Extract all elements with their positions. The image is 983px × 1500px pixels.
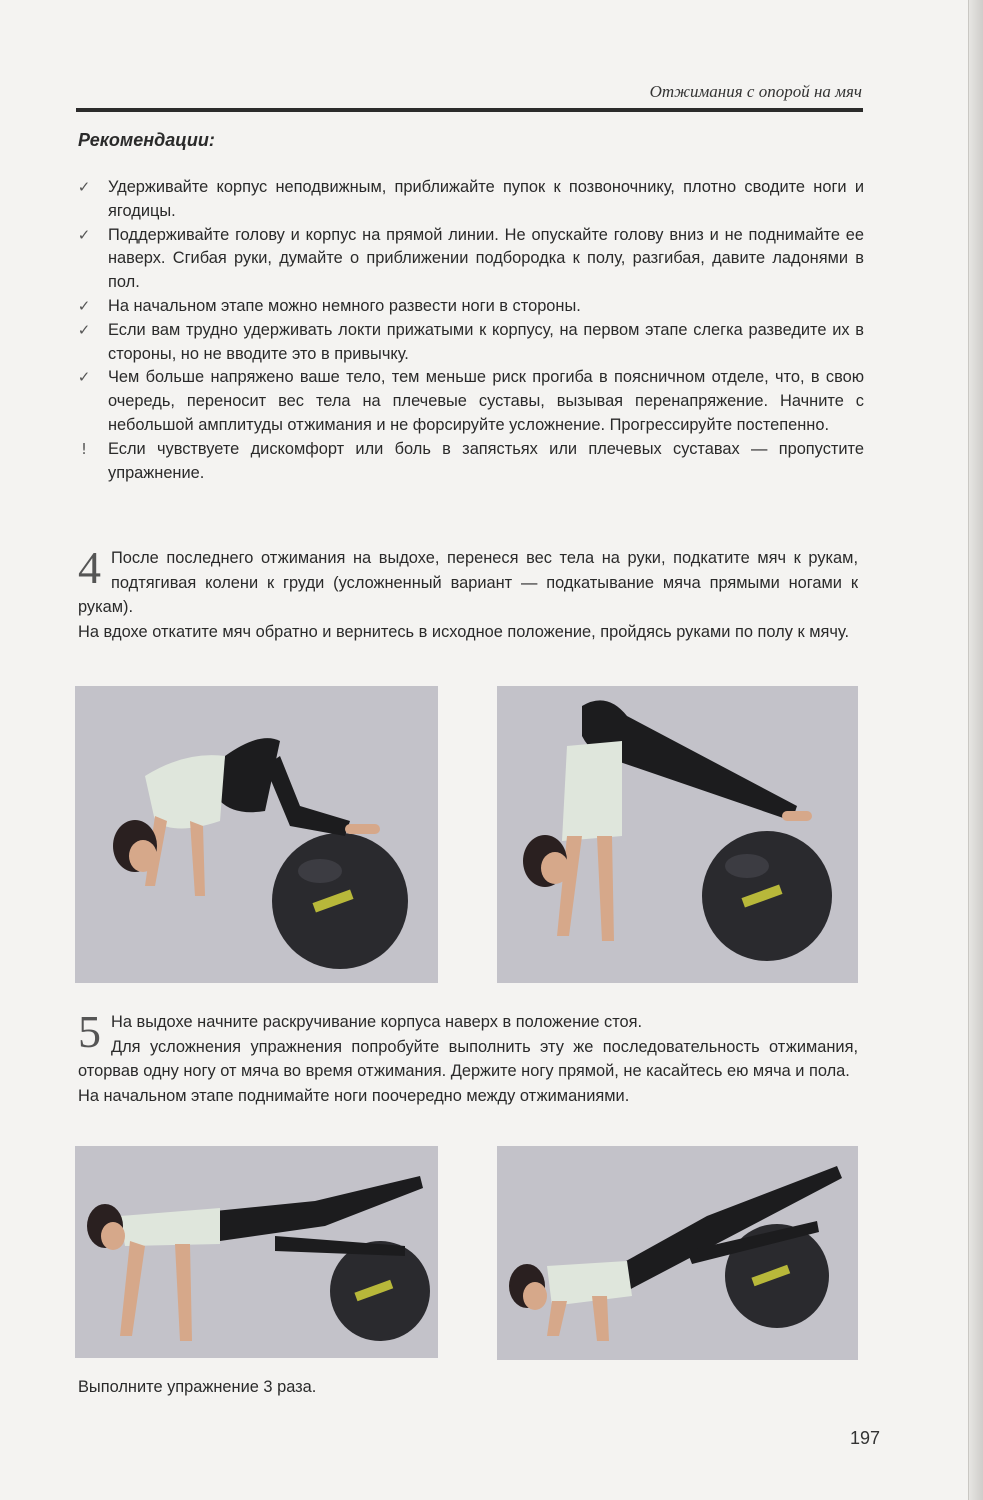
recommendation-text: Если чувствуете дискомфорт или боль в запястьях или плечевых суставах — пропустите упражнение.	[108, 439, 864, 482]
recommendation-item	[74, 366, 864, 437]
check-icon: ✓	[77, 320, 91, 339]
recommendations-list	[74, 176, 864, 485]
recommendation-item	[74, 438, 864, 486]
page-edge	[968, 0, 983, 1500]
exercise-illustration	[75, 1146, 438, 1358]
repeat-instruction: Выполните упражнение 3 раза.	[78, 1378, 317, 1396]
step-text: На вдохе откатите мяч обратно и вернитесь в исходное положение, пройдясь руками по полу к мячу.	[78, 622, 849, 641]
step-5	[78, 1006, 858, 1108]
warning-icon: !	[80, 439, 87, 458]
recommendation-text: Чем больше напряжено ваше тело, тем меньше риск прогиба в поясничном отделе, что, в свою очередь, переносит вес тела на плечевые суставы, вызывая перенапряжение. Начните с небольшой амплитуды отжимания и не форсируйте усложнение. Прогрессируйте постепенно.	[108, 368, 864, 434]
recommendation-item	[74, 319, 864, 367]
page-number: 197	[850, 1428, 881, 1448]
recommendation-item	[74, 176, 864, 224]
check-icon: ✓	[77, 178, 91, 196]
recommendation-item	[74, 224, 864, 295]
step-text: Для усложнения упражнения попробуйте выполнить эту же последовательность отжимания, оторвав одну ногу от мяча во время отжимания. Держите ногу прямой, не касайтесь ею мяча и пола.	[78, 1037, 858, 1080]
recommendations-heading: Рекомендации:	[78, 130, 215, 150]
exercise-illustration	[75, 686, 438, 983]
step-4	[78, 542, 858, 644]
exercise-photo-knees-tucked	[75, 686, 438, 983]
recommendation-text: Удерживайте корпус неподвижным, приближайте пупок к позвоночнику, плотно сводите ноги и ягодицы.	[108, 178, 864, 220]
check-icon: ✓	[77, 225, 91, 244]
recommendation-text: Поддерживайте голову и корпус на прямой линии. Не опускайте голову вниз и не поднимайте ее наверх. Сгибая руки, думайте о приближении подбородка к полу, разгибая, давите ладонями в пол.	[108, 225, 864, 292]
check-icon: ✓	[77, 296, 91, 315]
step-number: 4	[78, 542, 101, 593]
check-icon: ✓	[77, 368, 91, 387]
step-text: После последнего отжимания на выдохе, перенеся вес тела на руки, подкатите мяч к рукам, подтягивая колени к груди (усложненный вариант — подкатывание мяча прямыми ногами к рукам).	[78, 549, 858, 616]
exercise-illustration	[497, 1146, 858, 1360]
exercise-illustration	[497, 686, 858, 983]
exercise-photo-pike	[497, 686, 858, 983]
recommendation-text: На начальном этапе можно немного развести ноги в стороны.	[108, 296, 581, 315]
header-rule	[76, 108, 863, 112]
recommendation-text: Если вам трудно удерживать локти прижатыми к корпусу, на первом этапе слегка разведите их в стороны, но не вводите это в привычку.	[108, 320, 864, 363]
running-title: Отжимания с опорой на мяч	[649, 82, 862, 101]
exercise-photo-leg-lift-up	[75, 1146, 438, 1358]
step-text: На начальном этапе поднимайте ноги поочередно между отжиманиями.	[78, 1086, 630, 1105]
step-number: 5	[78, 1006, 101, 1057]
step-text: На выдохе начните раскручивание корпуса наверх в положение стоя.	[111, 1013, 643, 1031]
exercise-photo-leg-lift-down	[497, 1146, 858, 1360]
recommendation-item	[74, 295, 864, 319]
